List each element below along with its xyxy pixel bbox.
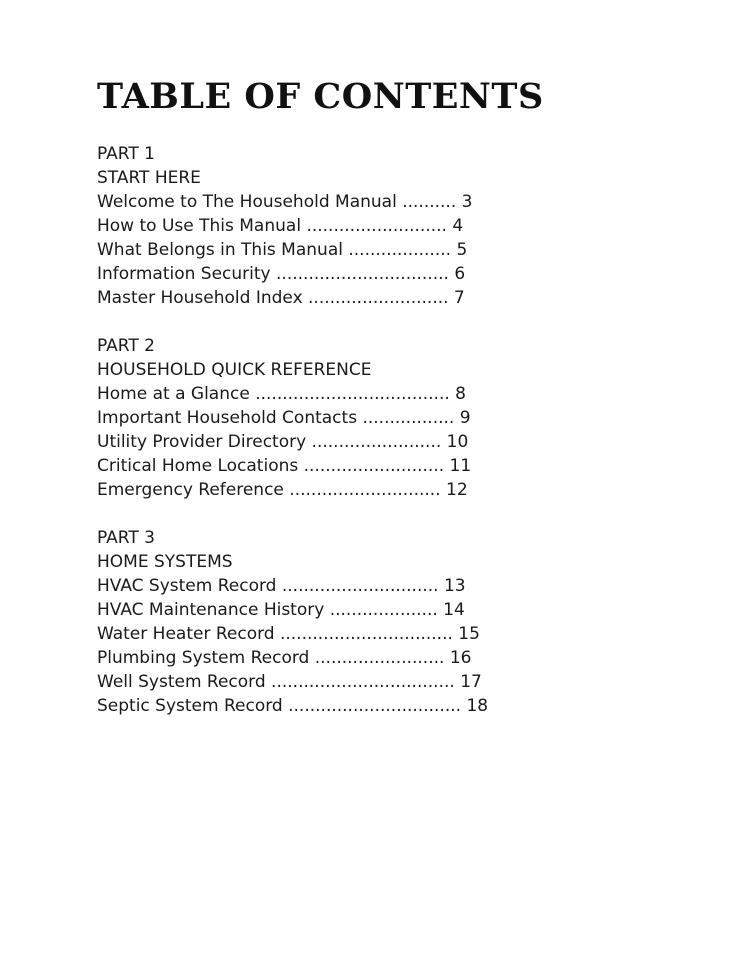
toc-entry: Emergency Reference ............................ 12 [97, 480, 468, 500]
toc-entry: Master Household Index .......................... 7 [97, 288, 465, 308]
toc-entry: Plumbing System Record ........................ 16 [97, 648, 472, 668]
toc-entry: Critical Home Locations .......................... 11 [97, 456, 472, 476]
toc-entry: HVAC Maintenance History .................... 14 [97, 600, 465, 620]
toc-entry: HVAC System Record ............................. 13 [97, 576, 466, 596]
toc-entry: Welcome to The Household Manual .......... 3 [97, 192, 473, 212]
toc-entry: Septic System Record ................................ 18 [97, 696, 489, 716]
toc-entry: Important Household Contacts ................. 9 [97, 408, 471, 428]
toc-entry: Utility Provider Directory ........................ 10 [97, 432, 469, 452]
toc-section-part-2 [97, 334, 697, 502]
toc-page [97, 76, 697, 742]
page-title: TABLE OF CONTENTS [97, 76, 544, 117]
toc-entry: Well System Record .................................. 17 [97, 672, 482, 692]
toc-entry: Water Heater Record ................................ 15 [97, 624, 480, 644]
part-label: PART 3 [97, 528, 155, 548]
section-heading: HOME SYSTEMS [97, 552, 233, 572]
part-label: PART 1 [97, 144, 155, 164]
toc-entry: How to Use This Manual .......................... 4 [97, 216, 464, 236]
toc-entry: What Belongs in This Manual ................... 5 [97, 240, 468, 260]
part-label: PART 2 [97, 336, 155, 356]
toc-entry: Home at a Glance .................................... 8 [97, 384, 466, 404]
section-heading: START HERE [97, 168, 201, 188]
section-heading: HOUSEHOLD QUICK REFERENCE [97, 360, 372, 380]
toc-section-part-1 [97, 142, 697, 310]
toc-section-part-3 [97, 526, 697, 718]
toc-entry: Information Security ................................ 6 [97, 264, 466, 284]
